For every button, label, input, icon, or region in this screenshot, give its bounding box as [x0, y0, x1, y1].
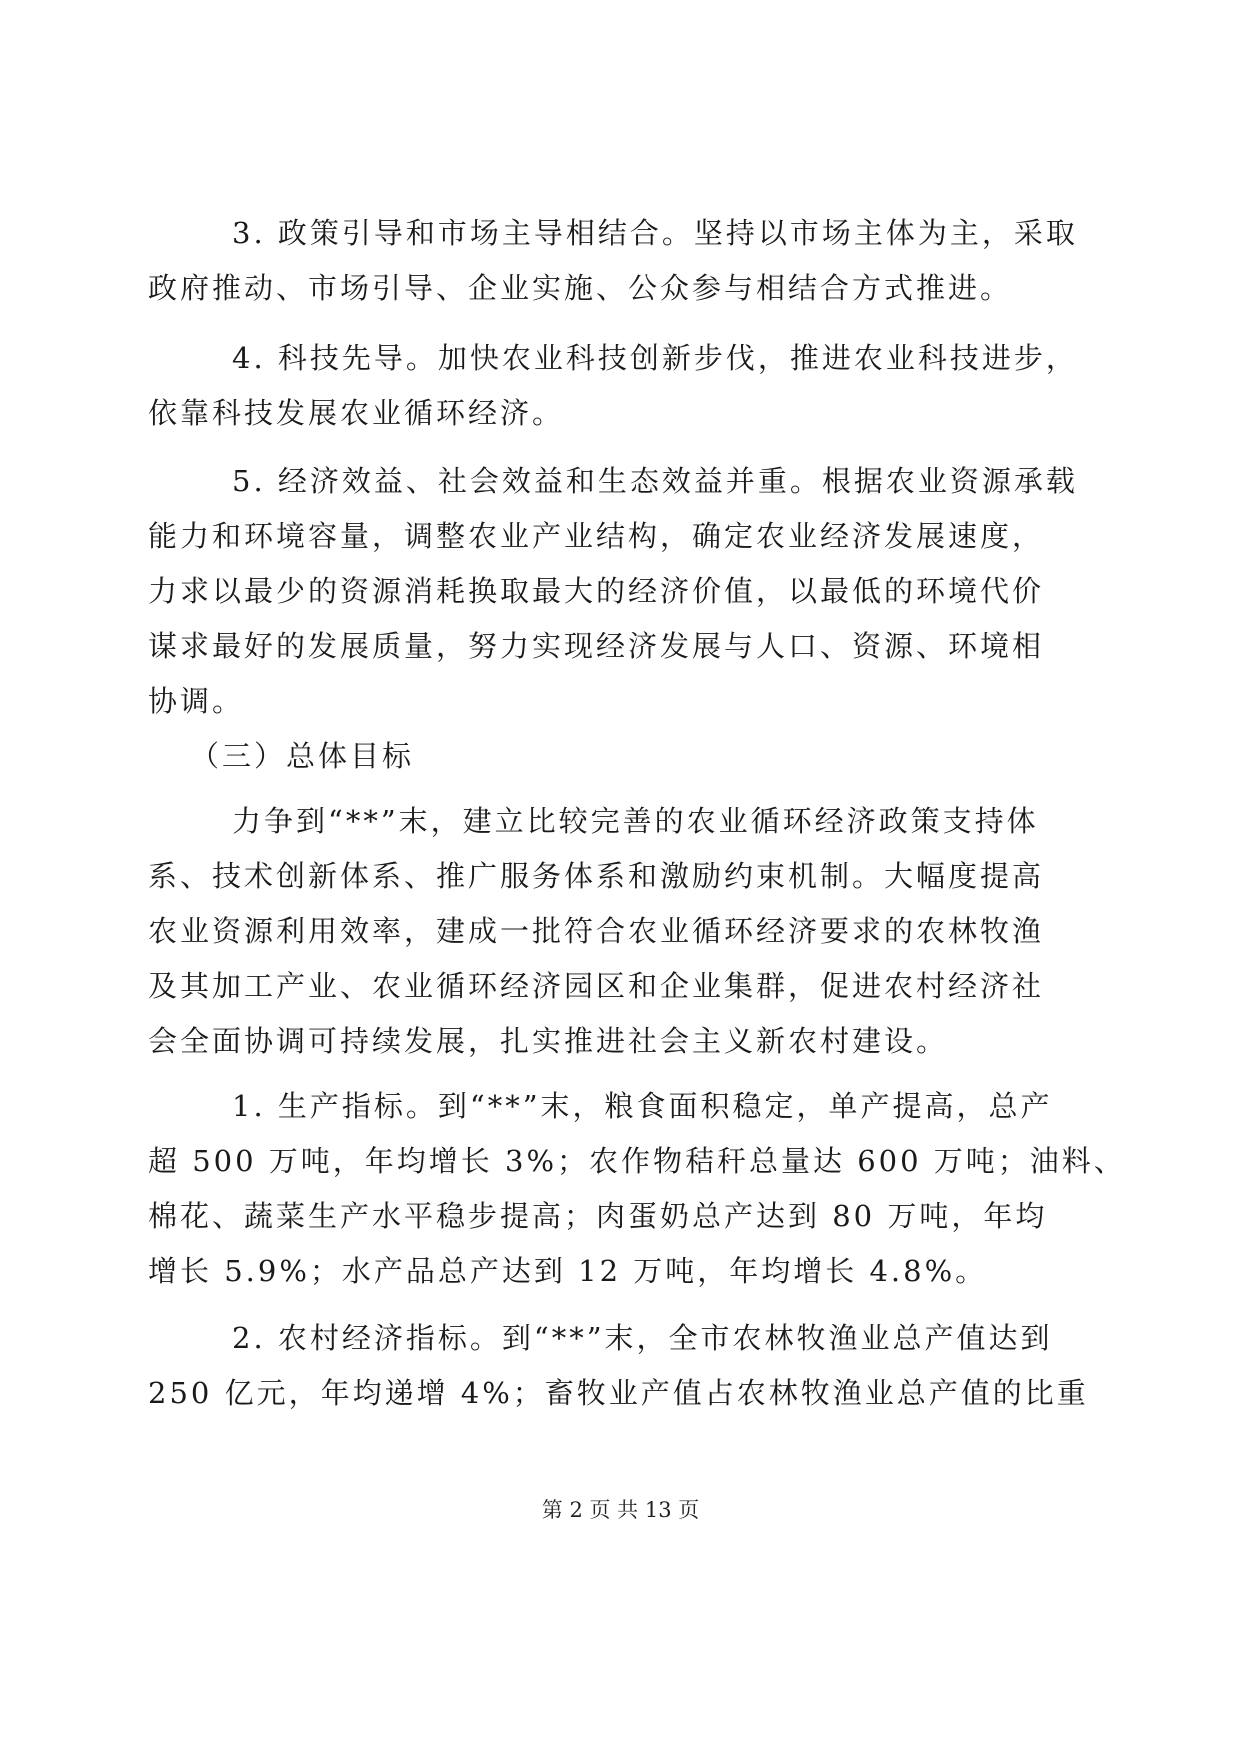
text-line: 会全面协调可持续发展，扎实推进社会主义新农村建设。: [148, 1024, 949, 1058]
text-line: 1. 生产指标。到“**”末，粮食面积稳定，单产提高，总产: [232, 1089, 1053, 1123]
text-line: 4. 科技先导。加快农业科技创新步伐，推进农业科技进步，: [232, 341, 1078, 375]
text-line: 系、技术创新体系、推广服务体系和激励约束机制。大幅度提高: [148, 859, 1045, 893]
text-line: 政府推动、市场引导、企业实施、公众参与相结合方式推进。: [148, 271, 1013, 305]
text-line: 能力和环境容量，调整农业产业结构，确定农业经济发展速度，: [148, 519, 1045, 553]
text-line: 依靠科技发展农业循环经济。: [148, 396, 565, 430]
text-line: 协调。: [148, 684, 245, 718]
page-number: 第 2 页 共 13 页: [541, 1498, 700, 1522]
text-line: 5. 经济效益、社会效益和生态效益并重。根据农业资源承载: [232, 464, 1078, 498]
section-heading: （三）总体目标: [190, 739, 415, 773]
text-line: 谋求最好的发展质量，努力实现经济发展与人口、资源、环境相: [148, 629, 1045, 663]
text-line: 3. 政策引导和市场主导相结合。坚持以市场主体为主，采取: [232, 216, 1078, 250]
text-line: 农业资源利用效率，建成一批符合农业循环经济要求的农林牧渔: [148, 914, 1045, 948]
text-line: 超 500 万吨，年均增长 3%；农作物秸秆总量达 600 万吨；油料、: [148, 1144, 1126, 1178]
text-line: 棉花、蔬菜生产水平稳步提高；肉蛋奶总产达到 80 万吨，年均: [148, 1199, 1048, 1233]
text-line: 2. 农村经济指标。到“**”末，全市农林牧渔业总产值达到: [232, 1321, 1053, 1355]
text-line: 及其加工产业、农业循环经济园区和企业集群，促进农村经济社: [148, 969, 1045, 1003]
text-line: 250 亿元，年均递增 4%；畜牧业产值占农林牧渔业总产值的比重: [148, 1376, 1089, 1410]
text-line: 力争到“**”末，建立比较完善的农业循环经济政策支持体: [232, 804, 1039, 838]
text-line: 增长 5.9%；水产品总产达到 12 万吨，年均增长 4.8%。: [148, 1254, 988, 1288]
text-line: 力求以最少的资源消耗换取最大的经济价值，以最低的环境代价: [148, 574, 1045, 608]
